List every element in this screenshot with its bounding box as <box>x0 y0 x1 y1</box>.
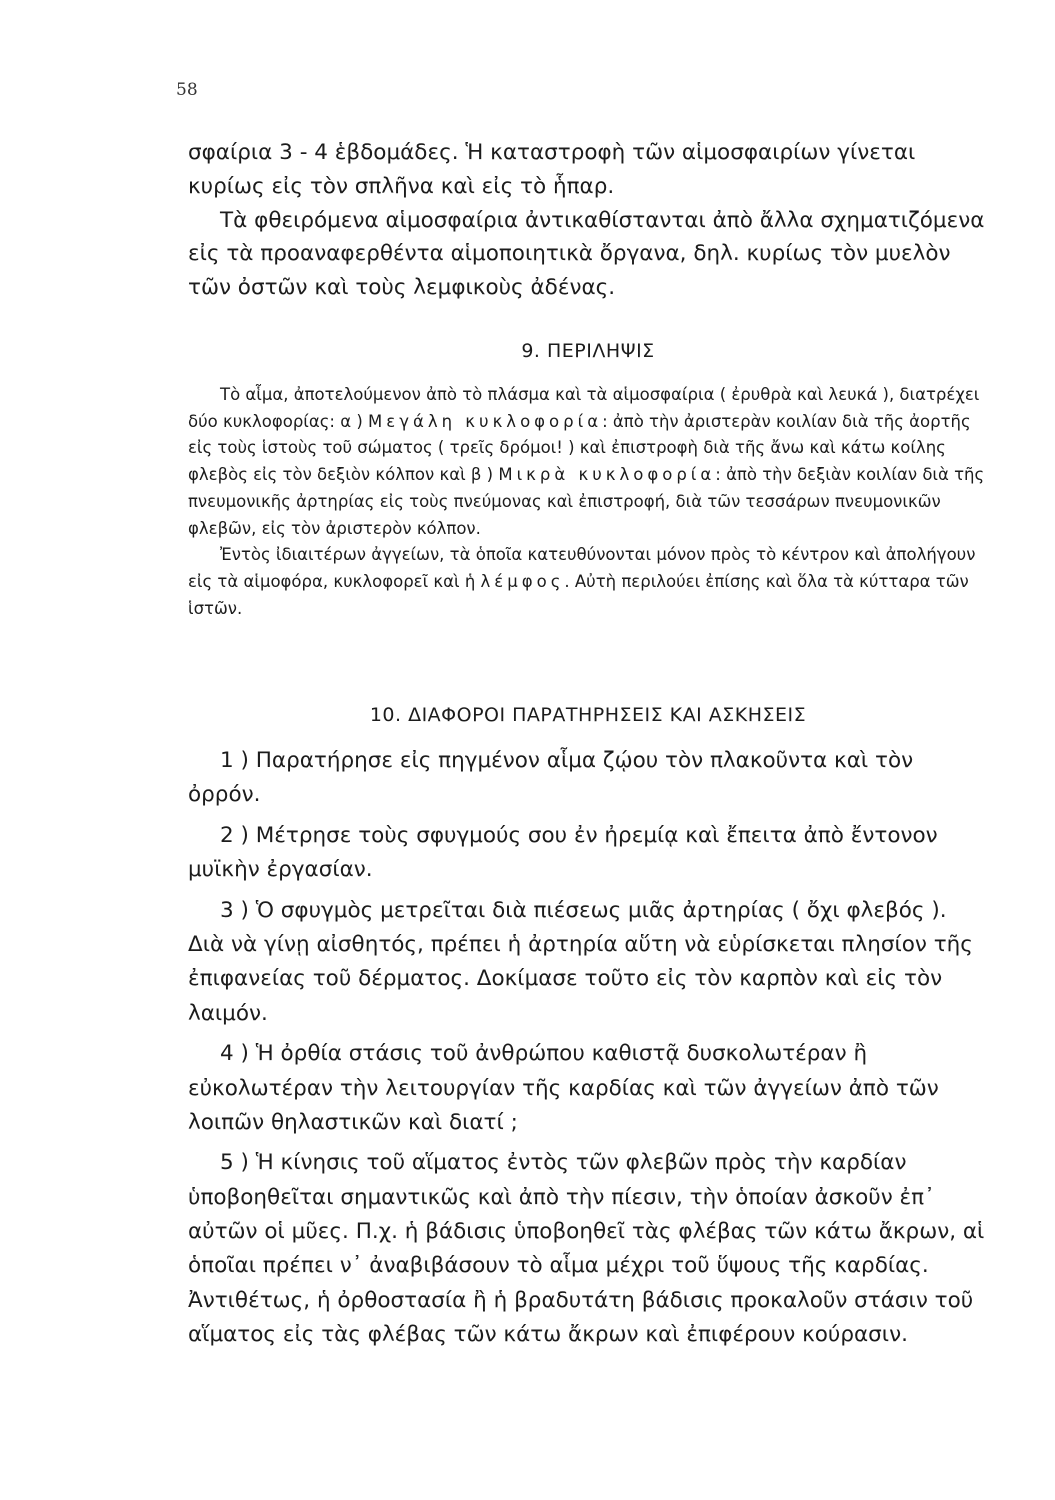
exercises-list <box>188 744 988 1359</box>
intro-paragraph-1: σφαίρια 3 - 4 ἑβδομάδες. Ἡ καταστροφὴ τῶν αἱμοσφαιρίων γίνεται κυρίως εἰς τὸν σπλῆνα καὶ εἰς τὸ ἧπαρ. <box>188 140 916 199</box>
major-circulation-term: Μεγάλη κυκλοφορία <box>368 411 603 431</box>
exercise-item-1: 1 ) Παρατήρησε εἰς πηγμένον αἷμα ζῴου τὸν πλακοῦντα καὶ τὸν ὀρρόν. <box>188 748 914 808</box>
summary-text-segment: Ἐντὸς ἰδιαιτέρων ἀγγείων, τὰ ὁποῖα κατευθύνονται μόνον πρὸς τὸ κέντρον καὶ ἀπολήγουν εἰς τὰ αἱμοφόρα, κυκλοφορεῖ καὶ ἡ <box>188 545 976 592</box>
summary-text <box>188 382 988 622</box>
summary-text-segment: . Αὐτὴ περιλούει ἐπίσης καὶ ὅλα τὰ κύτταρα τῶν ἱστῶν. <box>188 572 969 618</box>
page-number: 58 <box>176 80 198 100</box>
summary-paragraph-1 <box>188 382 988 542</box>
intro-text <box>188 136 988 305</box>
summary-paragraph-2 <box>188 542 988 622</box>
exercises-heading: 10. ΔΙΑΦΟΡΟΙ ΠΑΡΑΤΗΡΗΣΕΙΣ ΚΑΙ ΑΣΚΗΣΕΙΣ <box>369 704 807 726</box>
exercise-item-5: 5 ) Ἡ κίνησις τοῦ αἵματος ἐντὸς τῶν φλεβῶν πρὸς τὴν καρδίαν ὑποβοηθεῖται σημαντικῶς καὶ ἀπὸ τὴν πίεσιν, τὴν ὁποίαν ἀσκοῦν ἐπ᾽ αὐτῶν οἱ μῦες. Π.χ. ἡ βάδισις ὑποβοηθεῖ τὰς φλέβας τῶν κάτω ἄκρων, αἱ ὁποῖαι πρέπει ν᾽ ἀναβιβάσουν τὸ αἷμα μέχρι τοῦ ὕψους τῆς καρδίας. Ἀντιθέτως, ἡ ὀρθοστασία ἢ ἡ βραδυτάτη βάδισις προκαλοῦν στάσιν τοῦ αἵματος εἰς τὰς φλέβας τῶν κάτω ἄκρων καὶ ἐπιφέρουν κούρασιν. <box>188 1150 985 1348</box>
summary-text-segment: : ἀπὸ τὴν δεξιὰν κοιλίαν διὰ τῆς πνευμονικῆς ἀρτηρίας εἰς τοὺς πνεύμονας καὶ ἐπιστροφή, διὰ τῶν τεσσάρων πνευμονικῶν φλεβῶν, εἰς τὸν ἀριστερὸν κόλπον. <box>188 465 985 538</box>
exercise-item-3: 3 ) Ὁ σφυγμὸς μετρεῖται διὰ πιέσεως μιᾶς ἀρτηρίας ( ὄχι φλεβός ). Διὰ νὰ γίνῃ αἰσθητός, πρέπει ἡ ἀρτηρία αὕτη νὰ εὑρίσκεται πλησίον τῆς ἐπιφανείας τοῦ δέρματος. Δοκίμασε τοῦτο εἰς τὸν καρπὸν καὶ εἰς τὸν λαιμόν. <box>188 897 973 1026</box>
lymph-term: λέμφος <box>480 572 565 592</box>
summary-heading: 9. ΠΕΡΙΛΗΨΙΣ <box>521 340 655 362</box>
summary-text-segment: : ἀπὸ τὴν ἀριστερὰν κοιλίαν διὰ τῆς ἀορτῆς εἰς τοὺς ἱστοὺς τοῦ σώματος ( τρεῖς δρόμοι! ) καὶ ἐπιστροφὴ διὰ τῆς ἄνω καὶ κάτω κοίλης φλεβὸς εἰς τὸν δεξιὸν κόλπον καὶ β ) <box>188 411 971 485</box>
exercise-item-2: 2 ) Μέτρησε τοὺς σφυγμούς σου ἐν ἠρεμίᾳ καὶ ἔπειτα ἀπὸ ἔντονον μυϊκὴν ἐργασίαν. <box>188 822 938 883</box>
exercise-item-4: 4 ) Ἡ ὀρθία στάσις τοῦ ἀνθρώπου καθιστᾷ δυσκολωτέραν ἢ εὐκολωτέραν τὴν λειτουργίαν τῆς καρδίας καὶ τῶν ἀγγείων ἀπὸ τῶν λοιπῶν θηλαστικῶν καὶ διατί ; <box>188 1041 939 1135</box>
summary-text-segment: Τὸ αἷμα, ἀποτελούμενον ἀπὸ τὸ πλάσμα καὶ τὰ αἱμοσφαίρια ( ἐρυθρὰ καὶ λευκά ), διατρέχει δύο κυκλοφορίας: α ) <box>188 385 980 431</box>
minor-circulation-term: Μικρὰ κυκλοφορία <box>498 465 716 485</box>
intro-paragraph-2: Τὰ φθειρόμενα αἱμοσφαίρια ἀντικαθίστανται ἀπὸ ἄλλα σχηματιζόμενα εἰς τὰ προαναφερθέντα αἱμοποιητικὰ ὄργανα, δηλ. κυρίως τὸν μυελὸν τῶν ὀστῶν καὶ τοὺς λεμφικοὺς ἀδένας. <box>188 207 985 300</box>
